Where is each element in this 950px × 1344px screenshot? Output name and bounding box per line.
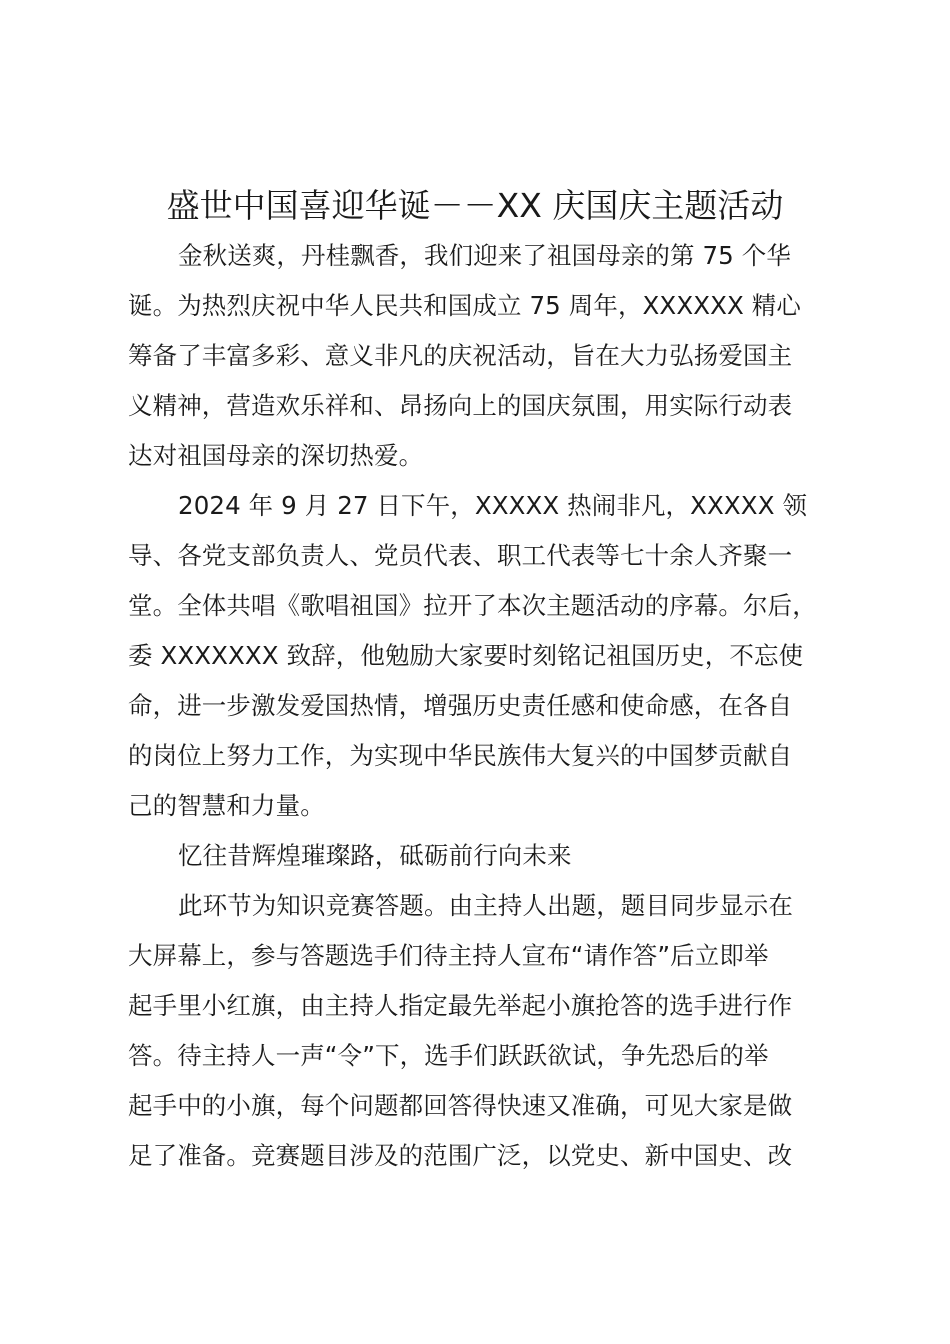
paragraph-line: 的岗位上努力工作，为实现中华民族伟大复兴的中国梦贡献自 bbox=[128, 741, 793, 770]
document-title: 盛世中国喜迎华诞－－XX 庆国庆主题活动 bbox=[166, 186, 784, 225]
paragraph-line: 2024 年 9 月 27 日下午，XXXXX 热闹非凡，XXXXX 领 bbox=[178, 491, 808, 520]
paragraph-line: 义精神，营造欢乐祥和、昂扬向上的国庆氛围，用实际行动表 bbox=[128, 391, 793, 420]
paragraph-line: 此环节为知识竞赛答题。由主持人出题，题目同步显示在 bbox=[178, 891, 793, 920]
paragraph-line: 起手里小红旗，由主持人指定最先举起小旗抢答的选手进行作 bbox=[128, 991, 793, 1020]
document-body bbox=[128, 231, 838, 1181]
paragraph-line: 命，进一步激发爱国热情，增强历史责任感和使命感，在各自 bbox=[128, 691, 793, 720]
paragraph-line: 金秋送爽，丹桂飘香，我们迎来了祖国母亲的第 75 个华 bbox=[178, 241, 791, 270]
paragraph-line: 达对祖国母亲的深切热爱。 bbox=[128, 441, 424, 470]
paragraph-line: 筹备了丰富多彩、意义非凡的庆祝活动，旨在大力弘扬爱国主 bbox=[128, 341, 793, 370]
paragraph-line: 大屏幕上，参与答题选手们待主持人宣布“请作答”后立即举 bbox=[128, 941, 769, 970]
section-heading: 忆往昔辉煌璀璨路，砥砺前行向未来 bbox=[178, 841, 572, 870]
paragraph-line: 诞。为热烈庆祝中华人民共和国成立 75 周年，XXXXXX 精心 bbox=[128, 291, 801, 320]
paragraph-line: 答。待主持人一声“令”下，选手们跃跃欲试，争先恐后的举 bbox=[128, 1041, 769, 1070]
paragraph-line: 导、各党支部负责人、党员代表、职工代表等七十余人齐聚一 bbox=[128, 541, 793, 570]
paragraph-line: 堂。全体共唱《歌唱祖国》拉开了本次主题活动的序幕。尔后， bbox=[128, 591, 817, 620]
paragraph-line: 起手中的小旗，每个问题都回答得快速又准确，可见大家是做 bbox=[128, 1091, 793, 1120]
paragraph-line: 己的智慧和力量。 bbox=[128, 791, 325, 820]
paragraph-line: 足了准备。竞赛题目涉及的范围广泛，以党史、新中国史、改 bbox=[128, 1141, 793, 1170]
paragraph-line: 委 XXXXXXX 致辞，他勉励大家要时刻铭记祖国历史，不忘使 bbox=[128, 641, 804, 670]
